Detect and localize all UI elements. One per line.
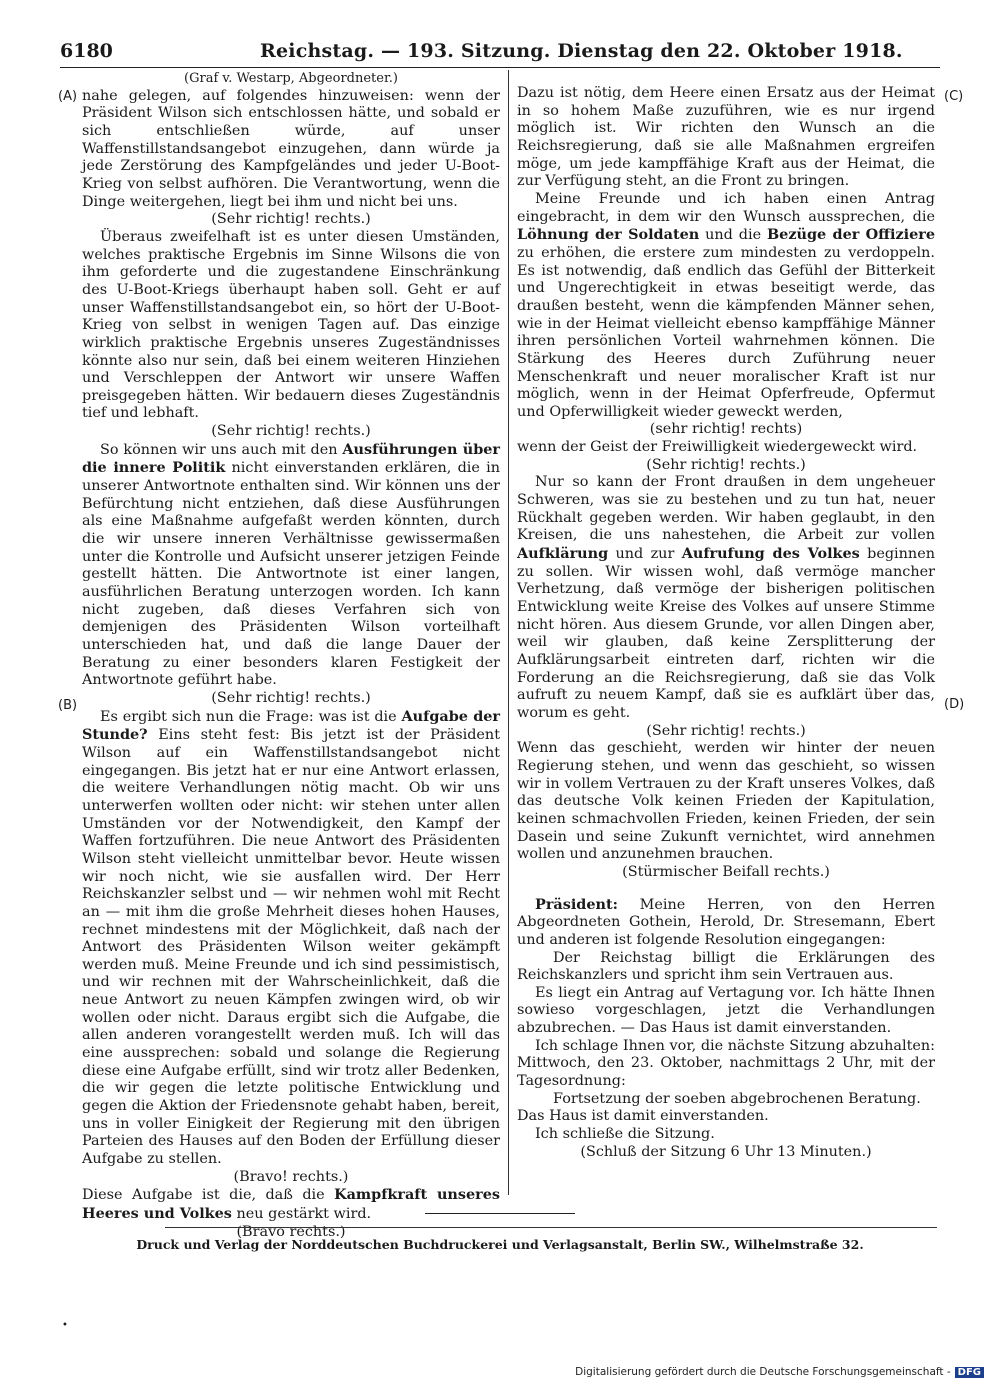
text: Es ergibt sich nun die Frage: was ist die bbox=[100, 708, 402, 725]
reaction: (Sehr richtig! rechts.) bbox=[211, 211, 371, 228]
paragraph: Es liegt ein Antrag auf Vertagung vor. Ich hätte Ihnen sowieso vorgeschlagen, jetzt die Verhandlungen abzubrechen. — Das Haus ist damit einverstanden. bbox=[517, 984, 935, 1037]
emphasis: Kampfkraft unseres Heeres und Volkes bbox=[82, 1186, 500, 1222]
page-number: 6180 bbox=[60, 40, 113, 62]
reaction: (Sehr richtig! rechts.) bbox=[646, 456, 806, 473]
column-divider bbox=[508, 70, 509, 1195]
emphasis: Bezüge der Offiziere bbox=[767, 226, 935, 244]
paragraph: Wenn das geschieht, werden wir hinter der neuen Regierung stehen, und wenn das geschieht, so wissen wir in vollem Vertrauen zu der Kraft unseres Volkes, daß das deutsche Volk keinen Frieden der Kapitulation, keinen schmachvollen Frieden, keinen Frieden, der sein Dasein und seine Zukunft vernichtet, wird annehmen wollen und anzunehmen brauchen. bbox=[517, 740, 935, 863]
paragraph bbox=[82, 708, 500, 1169]
text: Meine Freunde und ich haben einen Antrag eingebracht, in dem wir den Wunsch aussprechen, die bbox=[517, 190, 935, 225]
reaction: (Sehr richtig! rechts.) bbox=[211, 423, 371, 440]
paragraph: nahe gelegen, auf folgendes hinzuweisen: wenn der Präsident Wilson sich entschlossen hätte, und sobald er sich entschließen würde, auf unser Waffenstillstandsangebot einzugehen, dann würde ja jede Zerstörung des Kampfgeländes und jeder U-Boot-Krieg von selbst aufhören. Die Verantwortung, wenn die Dinge weitergehen, liegt bei ihm und nicht bei uns. bbox=[82, 87, 500, 210]
agenda-item: Fortsetzung der soeben abgebrochenen Beratung. bbox=[553, 1090, 921, 1107]
reaction: (Sehr richtig! rechts.) bbox=[211, 689, 371, 706]
resolution-text: Der Reichstag billigt die Erklärungen des Reichskanzlers und spricht ihm sein Vertrauen aus. bbox=[517, 949, 935, 984]
text: Eins steht fest: Bis jetzt ist der Präsident Wilson auf ein Waffenstillstandsangebot nicht eingegangen. Bis jetzt hat er nur eine Antwort erlassen, die weitere Verhandlungen nötig macht. Ob wir uns unterwerfen wollten oder nicht: wir stehen unter allen Umständen vor der Notwendigkeit, den Kampf der Waffen fortzuführen. Die neue Antwort des Präsidenten Wilson steht vielleicht unmittelbar bevor. Heute wissen wir noch nicht, wie sie ausfallen wird. Der Herr Reichskanzler selbst und — wir nehmen wohl mit Recht an — mit ihm die große Mehrheit dieses hohen Hauses, rechnet mindestens mit der Möglichkeit, daß nach der Antwort des Präsidenten Wilson weiter gekämpft werden muß. Meine Freunde und ich sind pessimistisch, und wir rechnen mit der Wahrscheinlichkeit, daß die neue Antwort zu neuen Kämpfen zwingen wird, ob wir wollen oder nicht. Daraus ergibt sich die Aufgabe, die allen anderen vorangestellt werden muß. Ich will das eine aussprechen: sobald und solange die Regierung diese eine Aufgabe erfüllt, sind wir trotz aller Bedenken, die wir gegen die letzte politische Entwicklung und gegen die Aktion der Friedensnote gehabt haben, bereit, uns in voller Einigkeit der Regierung mit den übrigen Parteien des Hauses auf den Boden der Erfüllung dieser Aufgabe zu stellen. bbox=[82, 727, 500, 1168]
session-close: (Schluß der Sitzung 6 Uhr 13 Minuten.) bbox=[580, 1143, 872, 1160]
president-paragraph bbox=[517, 896, 935, 950]
speaker-note: (Graf v. Westarp, Abgeordneter.) bbox=[184, 71, 398, 86]
text: Nur so kann der Front draußen in dem ungeheuer Schweren, was sie zu bestehen und zu tun hat, neuer Rückhalt gegeben werden. Wir haben geglaubt, in den Kreisen, die uns nahestehen, die Arbeit zur vollen bbox=[517, 474, 935, 544]
imprint: Druck und Verlag der Norddeutschen Buchdruckerei und Verlagsanstalt, Berlin SW., Wilhelmstraße 32. bbox=[136, 1237, 864, 1252]
paragraph: Ich schlage Ihnen vor, die nächste Sitzung abzuhalten: Mittwoch, den 23. Oktober, nachmittags 2 Uhr, mit der Tagesordnung: bbox=[517, 1037, 935, 1090]
emphasis: Aufrufung des Volkes bbox=[681, 545, 860, 563]
dfg-logo: DFG bbox=[955, 1367, 984, 1378]
emphasis: Ausführungen über die innere Politik bbox=[82, 440, 500, 477]
reaction: (Bravo! rechts.) bbox=[233, 1168, 349, 1185]
paragraph: Dazu ist nötig, dem Heere einen Ersatz aus der Heimat in so hohem Maße zuzuführen, wie es nur irgend möglich ist. Wir richten den Wunsch an die Reichsregierung, daß sie alle Maßnahmen ergreifen möge, um jede kampffähige Kraft aus der Heimat, die zur Verfügung steht, an die Front zu bringen. bbox=[517, 85, 935, 190]
emphasis: Löhnung der Soldaten bbox=[517, 226, 700, 244]
margin-marker-a: (A) bbox=[58, 89, 78, 104]
text: nicht einverstanden erklären, die in unserer Antwortnote enthalten sind. Wir können uns der Befürchtung nicht entziehen, daß diese Ausführungen als eine Maßnahme aufgefaßt werden könnten, durch die wir unsere inneren Verhältnisse gewissermaßen unter die Kontrolle und Aufsicht unserer jetzigen Feinde gestellt hätten. Die Antwortnote ist einer langen, ausführlichen Beratung unterzogen worden. Ich kann nicht zugeben, daß dieses Verfahren sich von demjenigen des Präsidenten Wilson vorteilhaft unterschieden hat, und daß die lange Dauer der Beratung zu einer besonders klaren Festigkeit der Antwortnote geführt habe. bbox=[82, 460, 500, 689]
paragraph bbox=[82, 441, 500, 690]
reaction: (Bravo rechts.) bbox=[236, 1223, 346, 1240]
emphasis: Aufgabe der Stunde? bbox=[82, 707, 500, 744]
dot: • bbox=[62, 1320, 68, 1331]
header-rule bbox=[60, 67, 940, 68]
page-header bbox=[60, 40, 940, 68]
text: zu erhöhen, die erstere zum mindesten zu verdoppeln. Es ist notwendig, daß endlich das Gefühl der Bitterkeit und Ungerechtigkeit in etwas beseitigt werde, das draußen besteht, wenn die kämpfenden Männer sehen, wie in der Heimat vielleicht ebenso kampffähige Männer ihren persönlichen Vorteil wahrnehmen können. Die Stärkung des Heeres durch Zuführung neuer Menschenkraft und neuer moralischer Kraft ist nur möglich, wenn in der Heimat Opferfreude, Opfermut und Opferwilligkeit wieder geweckt werden, bbox=[517, 244, 935, 420]
page-title: Reichstag. — 193. Sitzung. Dienstag den 22. Oktober 1918. bbox=[260, 40, 903, 62]
reaction: (sehr richtig! rechts) bbox=[649, 421, 803, 438]
left-column bbox=[82, 70, 500, 1241]
end-rule bbox=[425, 1213, 575, 1214]
paragraph: wenn der Geist der Freiwilligkeit wiedergeweckt wird. bbox=[517, 439, 918, 456]
margin-marker-c: (C) bbox=[944, 89, 964, 104]
text: und zur bbox=[608, 546, 682, 563]
paragraph bbox=[517, 191, 935, 422]
reaction: (Sehr richtig! rechts.) bbox=[646, 722, 806, 739]
speaker-label: Präsident: bbox=[535, 895, 618, 913]
digitization-note bbox=[575, 1366, 984, 1378]
text: neu gestärkt wird. bbox=[231, 1206, 372, 1222]
reaction: (Stürmischer Beifall rechts.) bbox=[622, 863, 830, 880]
paragraph: Ich schließe die Sitzung. bbox=[535, 1126, 715, 1143]
margin-marker-b: (B) bbox=[58, 698, 78, 713]
text: Diese Aufgabe ist die, daß die bbox=[82, 1187, 335, 1204]
emphasis: Aufklärung bbox=[517, 545, 609, 563]
right-column bbox=[517, 85, 935, 1161]
text: Meine Herren, von den Herren Abgeordneten Gothein, Herold, Dr. Stresemann, Ebert und anderen ist folgende Resolution eingegangen: bbox=[517, 896, 935, 948]
text: beginnen zu sollen. Wir wissen wohl, daß vermöge mancher Verhetzung, daß vermöge der bisherigen politischen Entwicklung weite Kreise des Volkes auf unsere Stimme nicht hören. Aus diesem Grunde, vor allen Dingen aber, weil wir glauben, daß keine Zersplitterung der Aufklärungsarbeit eintreten darf, richten wir die Forderung an die Reichsregierung, daß sie das Volk aufruft zu neuem Kampf, daß sie es aufklärt über das, worum es geht. bbox=[517, 546, 935, 721]
paragraph: Überaus zweifelhaft ist es unter diesen Umständen, welches praktische Ergebnis im Sinne Wilsons die von ihm geforderte und die zugestandene Einschränkung des U-Boot-Kriegs überhaupt haben soll. Geht er auf unser Waffenstillstandsangebot ein, so hört der U-Boot-Krieg von selbst in wenigen Tagen auf. Das einzige wirklich praktische Ergebnis unseres Zugeständnisses könnte also nur sein, daß bei einem weiteren Hinziehen und Verschleppen der Antwort wir unsere Waffen preisgegeben hätten. Wir bedauern dieses Zugeständnis tief und lebhaft. bbox=[82, 228, 500, 422]
footer-rule bbox=[165, 1227, 937, 1228]
digitization-text: Digitalisierung gefördert durch die Deutsche Forschungsgemeinschaft - bbox=[575, 1366, 951, 1378]
paragraph bbox=[517, 474, 935, 722]
paragraph bbox=[82, 1186, 500, 1223]
margin-marker-d: (D) bbox=[944, 697, 965, 712]
paragraph: Das Haus ist damit einverstanden. bbox=[517, 1108, 769, 1125]
text: So können wir uns auch mit den bbox=[100, 441, 343, 458]
text: und die bbox=[699, 227, 767, 244]
